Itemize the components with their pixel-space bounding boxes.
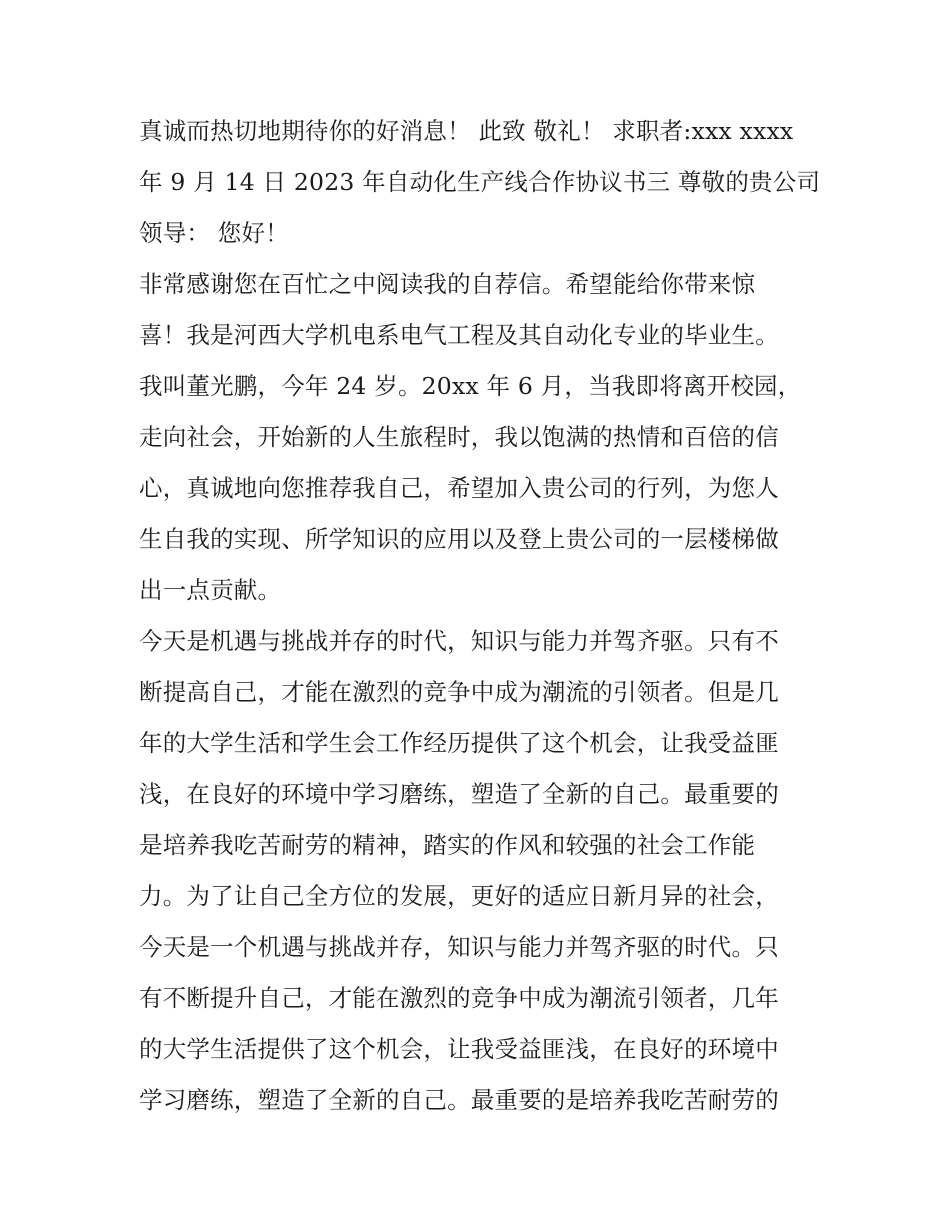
text-line-3: 领导： 您好！ xyxy=(139,219,289,247)
text-line-1: 真诚而热切地期待你的好消息！ 此致 敬礼！ 求职者:xxx xxxx xyxy=(139,117,794,145)
text-line-17: 今天是一个机遇与挑战并存，知识与能力并驾齐驱的时代。只 xyxy=(139,933,779,961)
text-line-10: 出一点贡献。 xyxy=(139,576,282,604)
text-line-18: 有不断提升自己，才能在激烈的竞争中成为潮流引领者，几年 xyxy=(139,984,779,1012)
text-line-9: 生自我的实现、所学知识的应用以及登上贵公司的一层楼梯做 xyxy=(139,525,779,553)
text-line-8: 心，真诚地向您推荐我自己，希望加入贵公司的行列，为您人 xyxy=(139,474,779,502)
text-line-12: 断提高自己，才能在激烈的竞争中成为潮流的引领者。但是几 xyxy=(139,678,779,706)
text-line-11: 今天是机遇与挑战并存的时代，知识与能力并驾齐驱。只有不 xyxy=(139,627,779,655)
text-line-2: 年 9 月 14 日 2023 年自动化生产线合作协议书三 尊敬的贵公司 xyxy=(139,168,821,196)
text-line-4: 非常感谢您在百忙之中阅读我的自荐信。希望能给你带来惊 xyxy=(139,270,756,298)
letter-body xyxy=(139,106,819,1126)
text-line-16: 力。为了让自己全方位的发展，更好的适应日新月异的社会， xyxy=(139,882,779,910)
text-line-5: 喜！我是河西大学机电系电气工程及其自动化专业的毕业生。 xyxy=(139,321,779,349)
text-line-14: 浅，在良好的环境中学习磨练，塑造了全新的自己。最重要的 xyxy=(139,780,779,808)
text-line-7: 走向社会，开始新的人生旅程时，我以饱满的热情和百倍的信 xyxy=(139,423,779,451)
text-line-6: 我叫董光鹏，今年 24 岁。20xx 年 6 月，当我即将离开校园， xyxy=(139,372,802,400)
text-line-19: 的大学生活提供了这个机会，让我受益匪浅，在良好的环境中 xyxy=(139,1035,779,1063)
text-line-15: 是培养我吃苦耐劳的精神，踏实的作风和较强的社会工作能 xyxy=(139,831,756,859)
text-line-13: 年的大学生活和学生会工作经历提供了这个机会，让我受益匪 xyxy=(139,729,779,757)
text-line-20: 学习磨练，塑造了全新的自己。最重要的是培养我吃苦耐劳的 xyxy=(139,1086,779,1114)
